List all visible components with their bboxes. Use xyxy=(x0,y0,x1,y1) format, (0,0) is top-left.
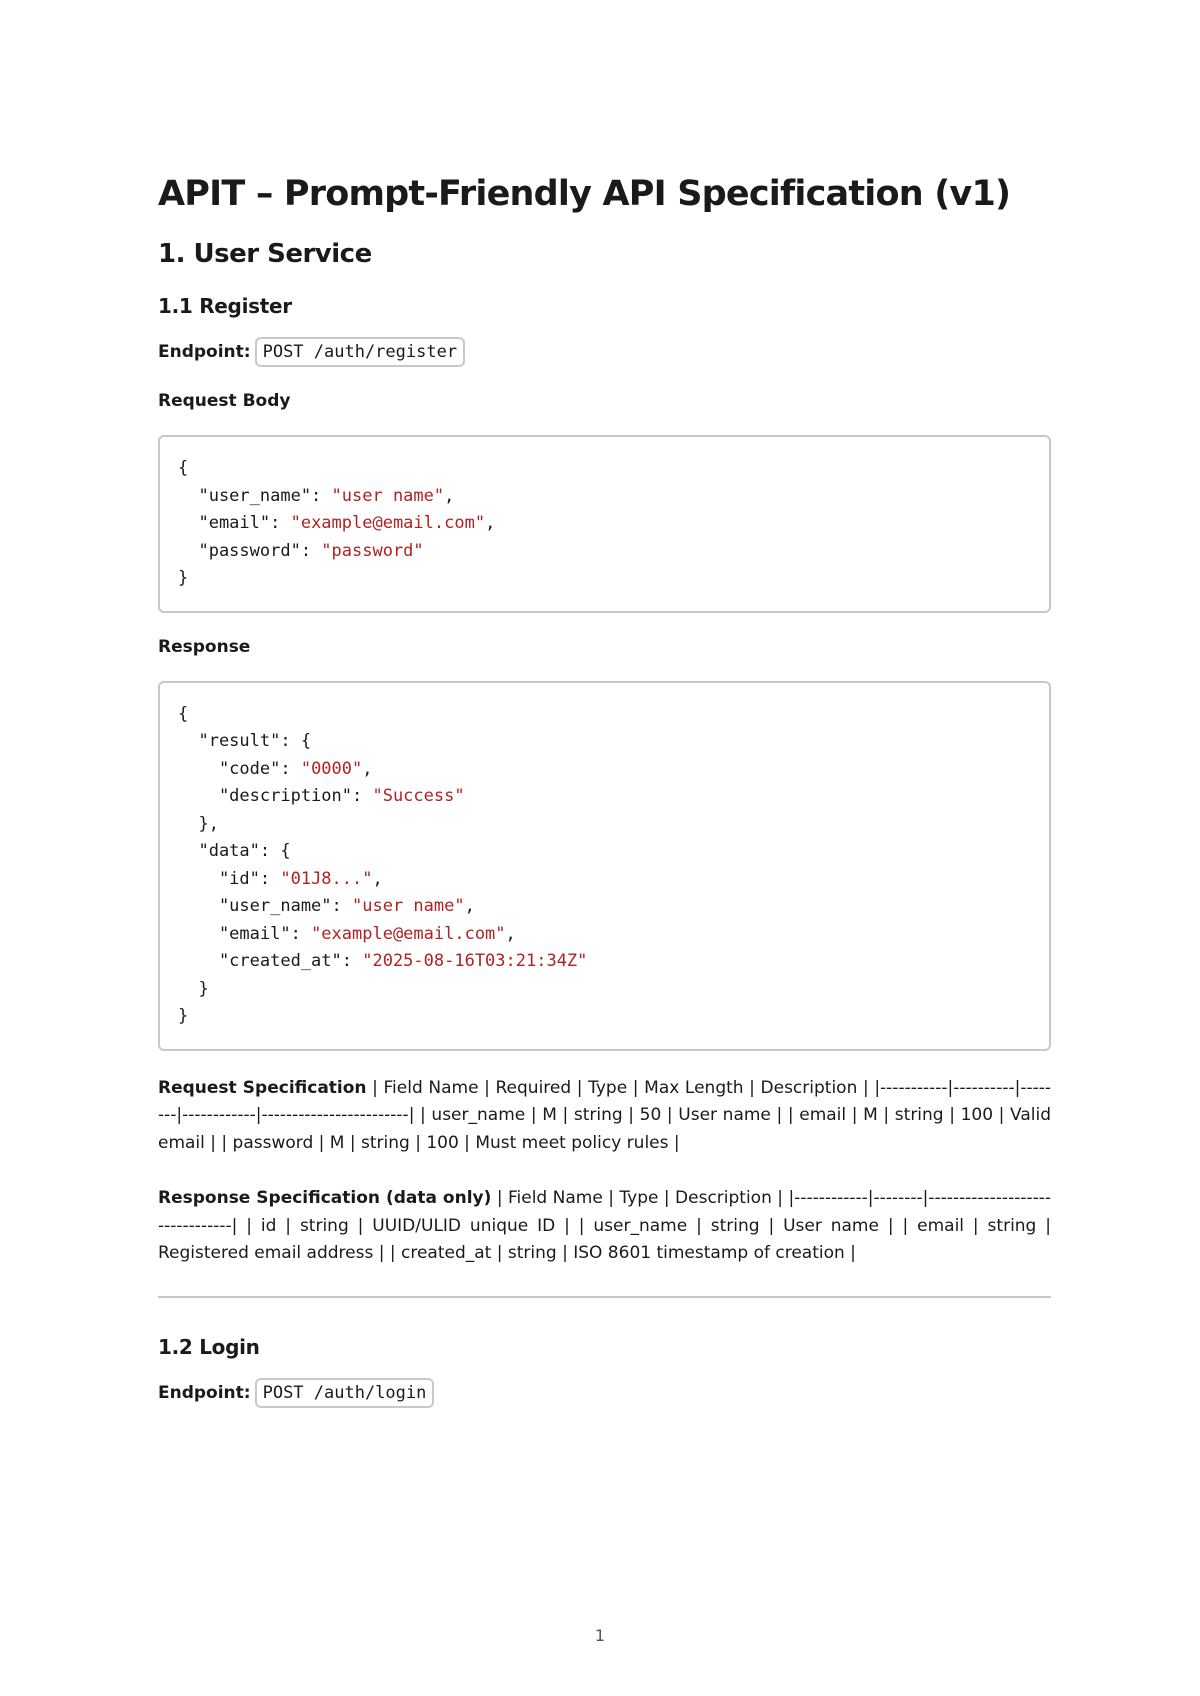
response-body-value: "2025-08-16T03:21:34Z" xyxy=(362,951,588,972)
response-body-key: "result": { xyxy=(178,731,312,752)
response-body-line xyxy=(178,893,1031,921)
request-body-code-block xyxy=(158,435,1051,613)
response-body-punct: , xyxy=(372,868,383,889)
endpoint-label: Endpoint: xyxy=(158,1382,251,1403)
response-body-line xyxy=(178,866,1031,894)
request-body-key: } xyxy=(178,568,189,589)
response-body-line xyxy=(178,783,1031,811)
response-body-punct: , xyxy=(505,923,516,944)
response-specification-label: Response Specification (data only) xyxy=(158,1188,492,1209)
page-number: 1 xyxy=(594,1626,606,1645)
register-endpoint-line xyxy=(158,337,1051,367)
response-body-value: "01J8..." xyxy=(280,868,373,889)
response-body-key: "created_at": xyxy=(178,951,363,972)
response-body-line xyxy=(178,728,1031,756)
response-body-key: } xyxy=(178,1006,189,1027)
subsection-title-register: 1.1 Register xyxy=(158,294,292,319)
register-endpoint-code: POST /auth/register xyxy=(255,337,465,367)
response-body-value: "Success" xyxy=(372,786,465,807)
request-body-punct: , xyxy=(444,485,455,506)
response-body-line xyxy=(178,948,1031,976)
response-body-line xyxy=(178,921,1031,949)
section-divider xyxy=(158,1296,1051,1298)
response-body-key: "id": xyxy=(178,868,281,889)
subsection-title-login: 1.2 Login xyxy=(158,1334,260,1359)
request-body-value: "user name" xyxy=(331,485,445,506)
response-body-line xyxy=(178,976,1031,1004)
request-body-value: "password" xyxy=(321,540,424,561)
response-body-key: }, xyxy=(178,813,219,834)
section-title-user-service: 1. User Service xyxy=(158,238,372,269)
response-specification-text: | Field Name | Type | Description | |------------|--------|--------------------------------| | id | string | UUID/ULID unique ID | | user_name | string | User name | | email | string | Registered email address | | created_at | string | ISO 8601 timestamp of creation | xyxy=(158,1188,1052,1264)
response-body-line xyxy=(178,838,1031,866)
request-body-key: { xyxy=(178,458,189,479)
request-body-line xyxy=(178,510,1031,538)
response-label: Response xyxy=(158,636,251,657)
response-body-key: "email": xyxy=(178,923,312,944)
request-body-key: "email": xyxy=(178,513,291,534)
response-code-block xyxy=(158,681,1051,1051)
response-body-value: "user name" xyxy=(352,896,465,917)
login-endpoint-code: POST /auth/login xyxy=(255,1378,435,1408)
response-body-value: "example@email.com" xyxy=(311,923,506,944)
request-body-key: "password": xyxy=(178,540,322,561)
document-title: APIT – Prompt-Friendly API Specification (v1) xyxy=(158,174,1011,214)
response-body-line xyxy=(178,1003,1031,1031)
response-body-key: "description": xyxy=(178,786,373,807)
request-body-line xyxy=(178,565,1031,593)
response-body-punct: , xyxy=(362,758,373,779)
request-body-label: Request Body xyxy=(158,391,291,412)
request-body-key: "user_name": xyxy=(178,485,332,506)
request-body-line xyxy=(178,455,1031,483)
response-specification-paragraph xyxy=(158,1185,1051,1268)
document-page xyxy=(158,172,1051,1432)
endpoint-label: Endpoint: xyxy=(158,342,251,363)
request-body-punct: , xyxy=(485,513,496,534)
request-specification-text: | Field Name | Required | Type | Max Length | Description | |-----------|----------|--------|------------|------------------------| | user_name | M | string | 50 | User name | | email | M | string | 100 | Valid email | | password | M | string | 100 | Must meet policy rules | xyxy=(158,1077,1051,1153)
login-endpoint-line xyxy=(158,1378,1051,1408)
response-body-punct: , xyxy=(464,896,475,917)
response-body-value: "0000" xyxy=(300,758,363,779)
request-specification-paragraph xyxy=(158,1075,1051,1158)
request-body-line xyxy=(178,483,1031,511)
response-body-key: "code": xyxy=(178,758,301,779)
response-body-key: } xyxy=(178,978,209,999)
response-body-key: "user_name": xyxy=(178,896,352,917)
request-specification-label: Request Specification xyxy=(158,1077,367,1098)
response-body-line xyxy=(178,701,1031,729)
response-body-line xyxy=(178,756,1031,784)
response-body-key: "data": { xyxy=(178,841,291,862)
response-body-key: { xyxy=(178,703,189,724)
request-body-value: "example@email.com" xyxy=(290,513,486,534)
response-body-line xyxy=(178,811,1031,839)
request-body-line xyxy=(178,538,1031,566)
